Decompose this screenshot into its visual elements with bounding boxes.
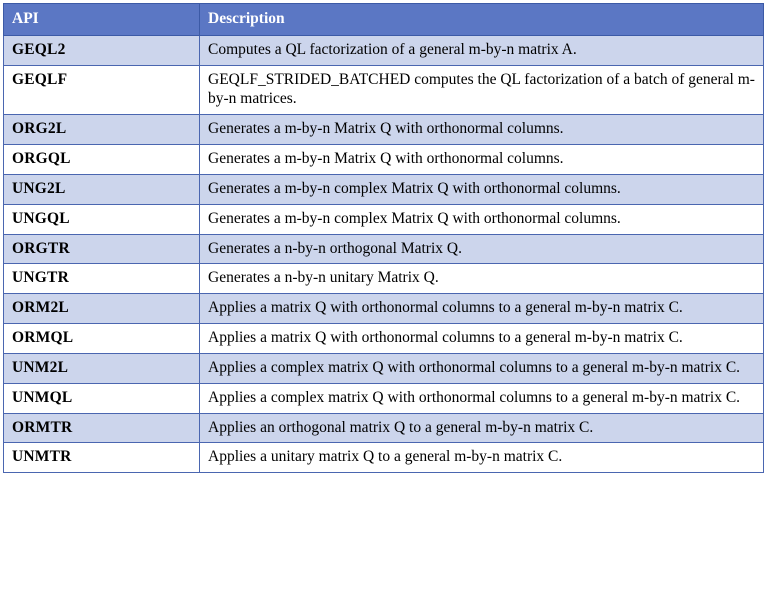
cell-description: GEQLF_STRIDED_BATCHED computes the QL factorization of a batch of general m-by-n matrices. xyxy=(200,65,764,115)
table-header xyxy=(4,4,764,36)
table-row xyxy=(4,65,764,115)
cell-description: Applies a matrix Q with orthonormal columns to a general m-by-n matrix C. xyxy=(200,294,764,324)
table-row xyxy=(4,413,764,443)
cell-api: ORG2L xyxy=(4,115,200,145)
table-row xyxy=(4,294,764,324)
cell-api: ORGQL xyxy=(4,145,200,175)
table-body xyxy=(4,35,764,472)
table-row xyxy=(4,264,764,294)
cell-api: ORMQL xyxy=(4,324,200,354)
cell-api: GEQL2 xyxy=(4,35,200,65)
cell-api: ORGTR xyxy=(4,234,200,264)
cell-api: UNMQL xyxy=(4,383,200,413)
cell-description: Generates a m-by-n complex Matrix Q with orthonormal columns. xyxy=(200,174,764,204)
table-row xyxy=(4,174,764,204)
table-row xyxy=(4,145,764,175)
cell-api: ORMTR xyxy=(4,413,200,443)
table-row xyxy=(4,383,764,413)
cell-description: Applies an orthogonal matrix Q to a general m-by-n matrix C. xyxy=(200,413,764,443)
table-row xyxy=(4,353,764,383)
table-row xyxy=(4,443,764,473)
cell-description: Applies a matrix Q with orthonormal columns to a general m-by-n matrix C. xyxy=(200,324,764,354)
cell-description: Applies a complex matrix Q with orthonormal columns to a general m-by-n matrix C. xyxy=(200,353,764,383)
api-table xyxy=(3,3,764,473)
cell-api: UNGQL xyxy=(4,204,200,234)
table-row xyxy=(4,115,764,145)
table-row xyxy=(4,324,764,354)
cell-description: Generates a n-by-n orthogonal Matrix Q. xyxy=(200,234,764,264)
table-row xyxy=(4,35,764,65)
cell-description: Computes a QL factorization of a general m-by-n matrix A. xyxy=(200,35,764,65)
cell-description: Applies a complex matrix Q with orthonormal columns to a general m-by-n matrix C. xyxy=(200,383,764,413)
table-header-row xyxy=(4,4,764,36)
cell-api: UNM2L xyxy=(4,353,200,383)
cell-description: Generates a m-by-n complex Matrix Q with orthonormal columns. xyxy=(200,204,764,234)
cell-description: Generates a n-by-n unitary Matrix Q. xyxy=(200,264,764,294)
cell-api: GEQLF xyxy=(4,65,200,115)
cell-api: UNGTR xyxy=(4,264,200,294)
cell-description: Generates a m-by-n Matrix Q with orthonormal columns. xyxy=(200,145,764,175)
table-row xyxy=(4,234,764,264)
cell-description: Applies a unitary matrix Q to a general m-by-n matrix C. xyxy=(200,443,764,473)
cell-api: UNG2L xyxy=(4,174,200,204)
column-header-api: API xyxy=(4,4,200,36)
table-row xyxy=(4,204,764,234)
cell-api: ORM2L xyxy=(4,294,200,324)
cell-description: Generates a m-by-n Matrix Q with orthonormal columns. xyxy=(200,115,764,145)
cell-api: UNMTR xyxy=(4,443,200,473)
column-header-description: Description xyxy=(200,4,764,36)
